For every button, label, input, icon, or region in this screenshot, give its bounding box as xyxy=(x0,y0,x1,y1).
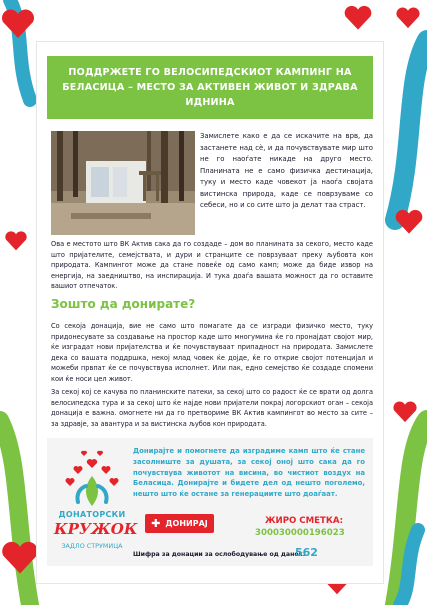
page-title: ПОДДРЖЕТЕ ГО ВЕЛОСИПЕДСКИОТ КАМПИНГ НА БЕЛАСИЦА – МЕСТО ЗА АКТИВЕН ЖИВОТ И ЗДРАВА ИДНИНА xyxy=(47,56,373,119)
logo-line-3: ЗАДЛО СТРУМИЦА xyxy=(61,542,123,550)
paragraph-why: Со секоја донација, вие не само што помагате да се изгради физичко место, туку придонесувате за создавање на простор каде што многумина ќе го пронајдат својот мир, ќе изградат нови пријателства и ќе почувствуваат припадност на природата. Замислете дека со вашата поддршка, некој млад човек ќе дојде, ќе го открие својот потенцијал и можеби првпат ќе се почувствува исполнет. Или пак, едно семејство ќе создаде спомени кои ќе носи цел живот. xyxy=(51,322,373,383)
account-label: ЖИРО СМЕТКА: xyxy=(265,516,344,526)
donate-button-label: ДОНИРАЈ xyxy=(165,519,208,528)
account-number: 300030000196023 xyxy=(255,528,345,538)
tax-code-label: Шифра за донации за ослободување од данок: xyxy=(133,551,306,558)
call-to-action-text: Донирајте и помогнете да изградиме камп што ќе стане засолниште за душата, за секој оној што сака да го почувствува животот на висина, во чистиот воздух на Беласица. Донирајте и бидете дел од нешто поголемо, нешто што ќе остане за генерациите што доаѓаат. xyxy=(133,447,365,499)
heart-icon xyxy=(392,400,418,424)
paragraph-vision: Ова е местото што ВК Актив сака да го создаде – дом во планината за секого, место каде што пријателите, семејствата, и дури и странците се поврзуваат преку љубовта кон природата. Кампингот може да стане повеќе од само камп; може да биде извор на енергија, на заедништво, на инспирација. И тука доаѓа вашата можност да го оставите вашиот отпечаток. xyxy=(51,240,373,291)
logo-line-1: ДОНАТОРСКИ xyxy=(58,510,126,519)
section-heading: Зошто да донирате? xyxy=(51,297,196,311)
heart-icon xyxy=(395,6,421,30)
photo-cabin xyxy=(51,131,195,235)
heart-icon xyxy=(343,4,373,32)
heart-icon xyxy=(0,8,36,40)
donor-circle-logo xyxy=(54,446,130,510)
heart-icon xyxy=(4,230,28,252)
paragraph-importance: За секој кој се качува по планинските патеки, за секој што со радост ќе се врати од долга велосипедска тура и за секој што ќе најде нови пријатели покрај логорскиот оган – секоја донација е важна. омогнете ни да го претвориме ВК Актив кампингот во место за сите – за здравје, за авантура и за вистинска љубов кон природата. xyxy=(51,388,373,428)
heart-icon xyxy=(0,540,40,576)
donate-button[interactable] xyxy=(145,514,214,533)
intro-paragraph: Замислете како е да се искачите на врв, да застанете над сè, и да почувствувате мир што не го наоѓате никаде на друго место. Планината не е само физичка дестинација, туку и место каде човекот ја наоѓа својата вистинска природа, каде се поврзуваме со себеси, но и со сите што ја делат таа страст. xyxy=(200,132,373,209)
tax-code-value: 562 xyxy=(295,546,318,559)
plus-icon: ✚ xyxy=(151,517,161,530)
heart-icon xyxy=(394,208,424,236)
logo-line-2: КРУЖОК xyxy=(54,520,138,538)
